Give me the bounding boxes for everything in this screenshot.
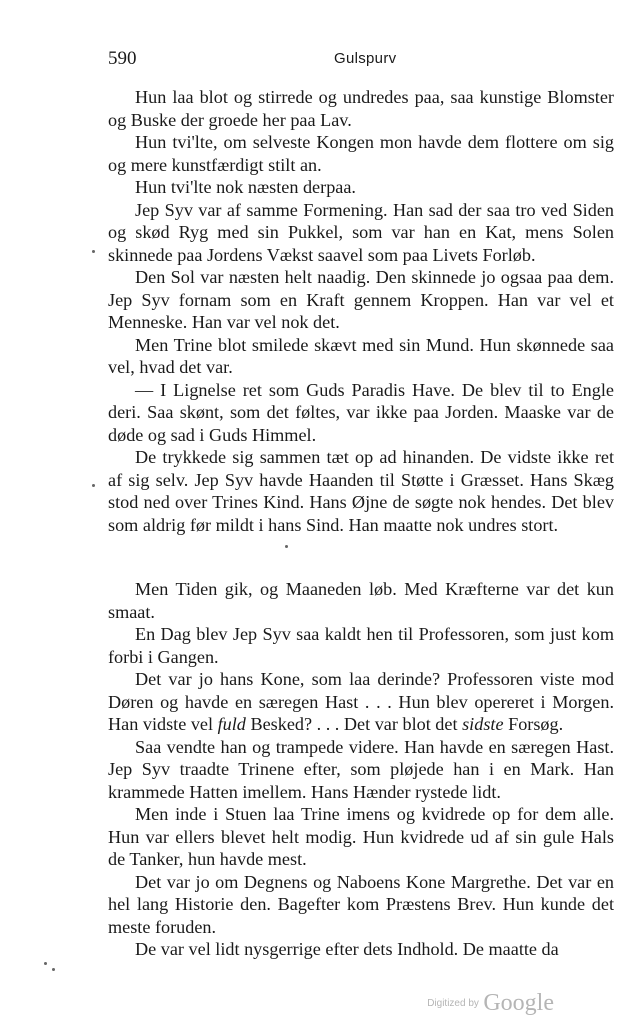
text-run: Det var jo hans Kone, som laa derinde? Professoren viste mod Døren og havde en særegen Hast . . . Hun blev opereret i Morgen. Han vidste vel — [108, 669, 614, 734]
paragraph: Hun laa blot og stirrede og undredes paa, saa kunstige Blomster og Buske der groede her paa Lav. — [108, 87, 614, 130]
page-header — [108, 48, 614, 72]
running-title: Gulspurv — [334, 50, 397, 67]
paragraph: Men Tiden gik, og Maaneden løb. Med Kræfterne var det kun smaat. — [108, 579, 614, 622]
text-run: Besked? . . . Det var blot det — [245, 714, 463, 734]
emphasis-sidste: sidste — [462, 714, 504, 734]
paragraph: Hun tvi'lte nok næsten derpaa. — [135, 177, 356, 197]
paragraph: — I Lignelse ret som Guds Paradis Have. De blev til to Engle deri. Saa skønt, som det føltes, var ikke paa Jorden. Maaske var de døde og sad i Guds Himmel. — [108, 379, 614, 445]
paragraph: Men inde i Stuen laa Trine imens og kvidrede op for dem alle. Hun var ellers blevet helt modig. Hun kvidrede ud af sin gule Hals de Tanker, hun havde mest. — [108, 804, 614, 869]
paragraph-with-emphasis — [108, 668, 614, 736]
scan-speck — [44, 962, 47, 965]
paragraph: Hun tvi'lte, om selveste Kongen mon havde dem flottere om sig og mere kunstfærdigt stilt an. — [108, 132, 614, 175]
scan-speck — [92, 250, 95, 253]
digitized-watermark — [427, 990, 554, 1017]
body-text — [108, 86, 614, 961]
paragraph: En Dag blev Jep Syv saa kaldt hen til Professoren, som just kom forbi i Gangen. — [108, 624, 614, 667]
paragraph: Den Sol var næsten helt naadig. Den skinnede jo ogsaa paa dem. Jep Syv fornam som en Kraft gennem Kroppen. Han var vel et Menneske. Han var vel nok det. — [108, 267, 614, 332]
paragraph: Det var jo om Degnens og Naboens Kone Margrethe. Det var en hel lang Historie den. Bagefter kom Præstens Brev. Hun kunde det meste foruden. — [108, 871, 614, 937]
scan-speck — [52, 968, 55, 971]
text-run: Forsøg. — [503, 714, 564, 734]
google-logo: Google — [483, 990, 554, 1016]
paragraph: Jep Syv var af samme Formening. Han sad der saa tro ved Siden og skød Ryg med sin Pukkel, som var han en Kat, mens Solen skinnede paa Jordens Vækst saavel som paa Livets Forløb. — [108, 199, 614, 265]
section-break — [108, 536, 614, 578]
paragraph: Men Trine blot smilede skævt med sin Mund. Hun skønnede saa vel, hvad det var. — [108, 334, 614, 377]
paragraph: Saa vendte han og trampede videre. Han havde en særegen Hast. Jep Syv traadte Trinene efter, som pløjede han i en Mark. Han krammede Hatten imellem. Hans Hænder rystede lidt. — [108, 736, 614, 802]
emphasis-fuld: fuld — [217, 714, 246, 734]
paragraph-continues: De var vel lidt nysgerrige efter dets Indhold. De maatte da — [135, 939, 559, 959]
scan-speck — [92, 484, 95, 487]
paragraph: De trykkede sig sammen tæt op ad hinanden. De vidste ikke ret af sig selv. Jep Syv havde Haanden til Støtte i Græsset. Hans Skæg stod ned over Trines Kind. Hans Øjne de søgte nok hendes. Det blev som aldrig før mildt i hans Sind. Han maatte nok undres stort. — [108, 447, 614, 535]
scan-speck — [285, 545, 288, 548]
page-number: 590 — [108, 48, 137, 69]
watermark-prefix: Digitized by — [427, 998, 479, 1009]
